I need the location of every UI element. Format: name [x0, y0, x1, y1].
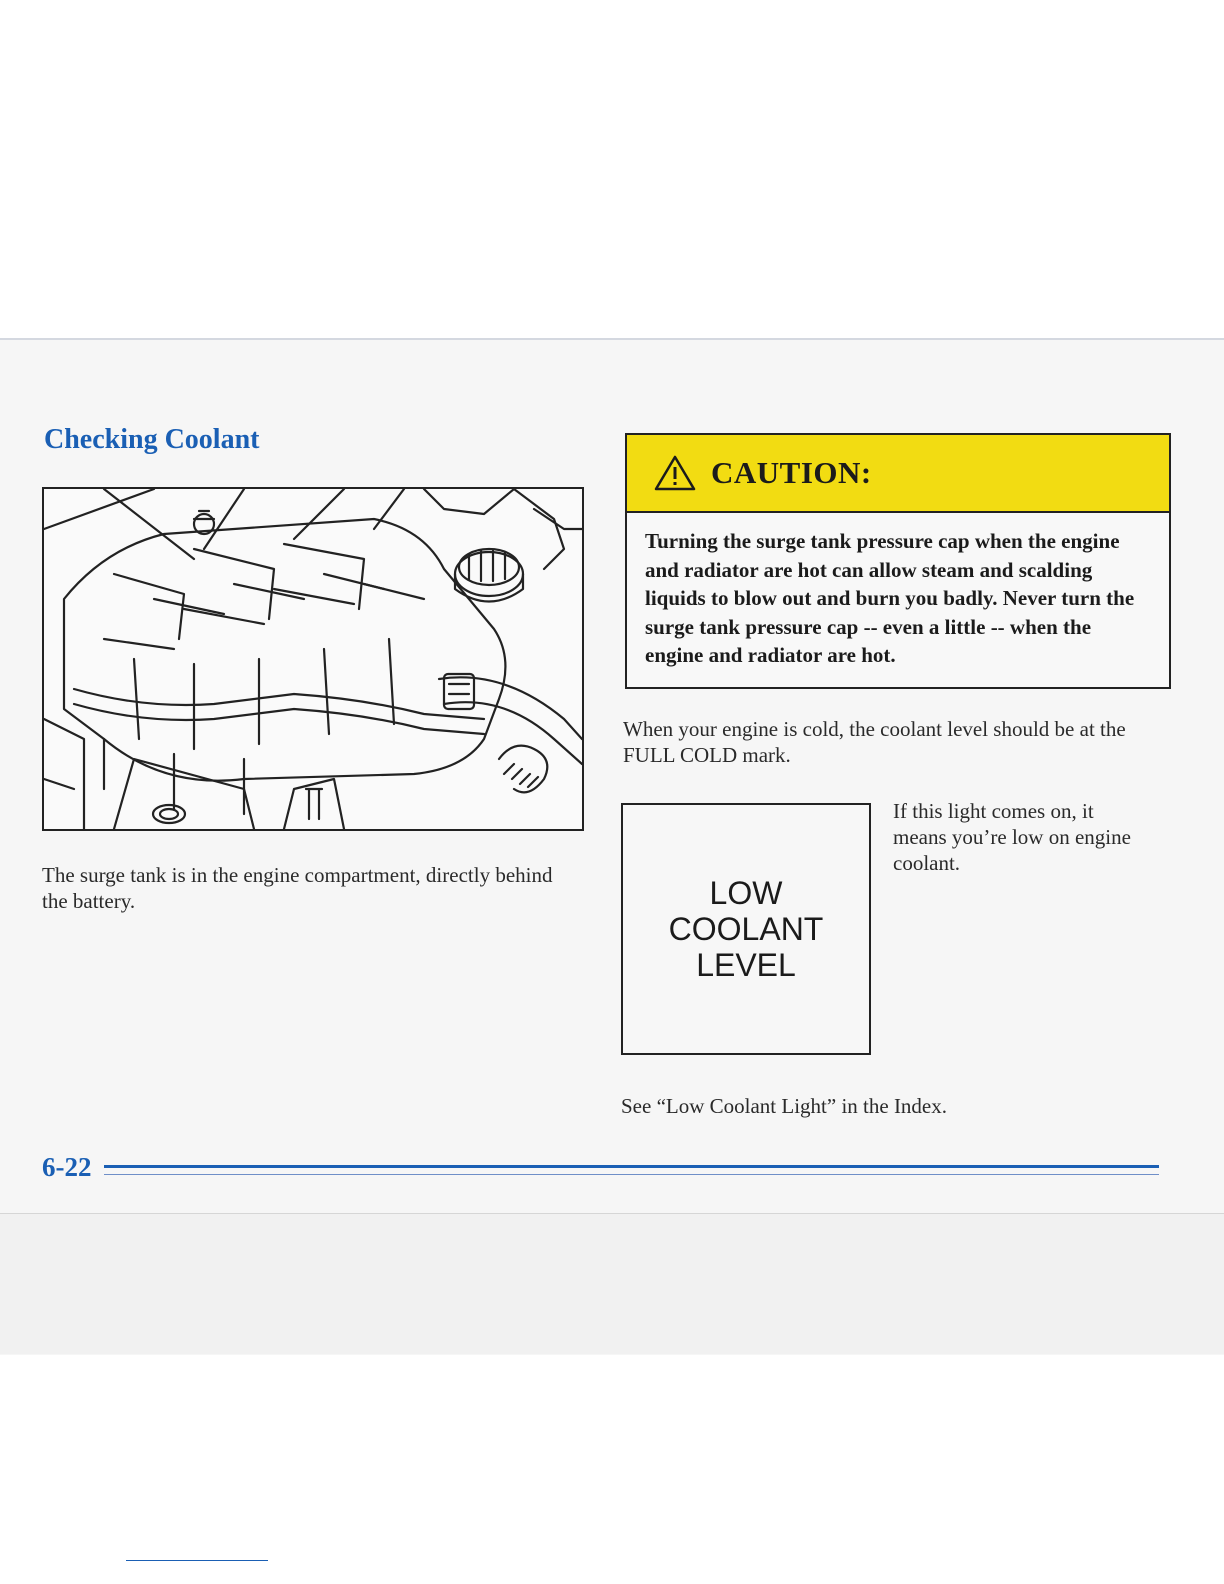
lamp-line: LEVEL — [696, 947, 796, 983]
caution-title: CAUTION: — [711, 455, 872, 490]
lamp-line: LOW — [709, 875, 783, 911]
page-number: 6-22 — [42, 1152, 92, 1182]
caution-text: Turning the surge tank pressure cap when the engine and radiator are hot can allow steam and scalding liquids to blow out and burn you badly. Never turn the surge tank pressure cap -- even a little -- when the engine and radiator are hot. — [645, 529, 1135, 667]
surge-tank-caption: The surge tank is in the engine compartment, directly behind the battery. — [42, 863, 553, 913]
lamp-note: If this light comes on, it means you’re low on engine coolant. — [893, 799, 1131, 875]
warning-triangle-icon — [653, 454, 697, 492]
surge-tank-illustration — [44, 489, 582, 829]
section-heading: Checking Coolant — [44, 424, 260, 455]
lamp-line: COOLANT — [668, 911, 824, 947]
low-coolant-lamp — [621, 803, 871, 1055]
caution-box — [625, 433, 1171, 689]
footer-rule-thin — [104, 1174, 1159, 1175]
footer-underline — [126, 1560, 268, 1561]
surge-tank-figure — [42, 487, 584, 831]
coolant-level-paragraph: When your engine is cold, the coolant level should be at the FULL COLD mark. — [623, 717, 1126, 767]
page-bottom-shade — [0, 1213, 1224, 1354]
caution-header — [627, 435, 1169, 513]
index-reference: See “Low Coolant Light” in the Index. — [621, 1094, 948, 1118]
footer-rule — [104, 1165, 1159, 1168]
